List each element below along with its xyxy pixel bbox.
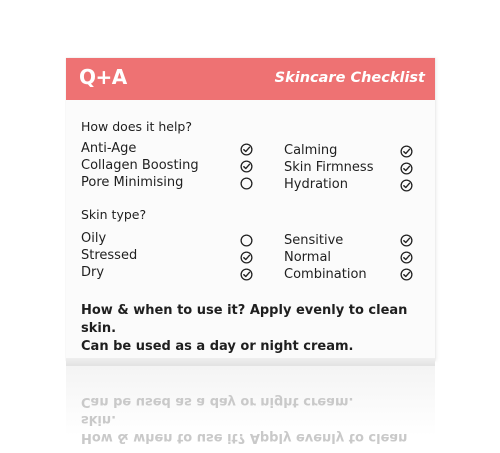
reflection-line-1: How & when to use it? Apply evenly to clean skin. [81,412,408,445]
check-icon [400,179,413,192]
skin-right-item: Sensitive [284,233,344,248]
box-bottom-edge [66,358,435,366]
check-icon [400,268,413,281]
empty-circle-icon [240,177,253,190]
help-left-item: Collagen Boosting [81,158,199,173]
skin-left-item: Dry [81,265,105,280]
check-icon [400,145,413,158]
help-left-item: Pore Minimising [81,175,184,190]
skin-left-item: Stressed [81,248,138,263]
usage-line-2: Can be used as a day or night cream. [81,339,354,354]
product-box [66,58,435,361]
usage-line-1: How & when to use it? Apply evenly to clean skin. [81,303,408,336]
reflection [66,366,435,453]
usage-text [81,302,426,356]
check-icon [240,160,253,173]
check-icon [400,234,413,247]
reflection-line-2: Can be used as a day or night cream. [81,394,354,409]
check-icon [240,251,253,264]
help-left-item: Anti-Age [81,141,137,156]
help-right-item: Skin Firmness [284,160,374,175]
empty-circle-icon [240,234,253,247]
check-icon [240,143,253,156]
brand-logo: Q+A [79,65,127,89]
skin-right-item: Normal [284,250,332,265]
header-band [66,58,435,100]
reflection-text [81,392,426,446]
help-question: How does it help? [81,119,193,134]
skin-question: Skin type? [81,207,147,222]
help-right-item: Calming [284,143,338,158]
checklist-title: Skincare Checklist [274,70,425,86]
check-icon [400,251,413,264]
check-icon [240,268,253,281]
help-right-item: Hydration [284,177,348,192]
skin-left-item: Oily [81,231,107,246]
check-icon [400,162,413,175]
skin-right-item: Combination [284,267,367,282]
